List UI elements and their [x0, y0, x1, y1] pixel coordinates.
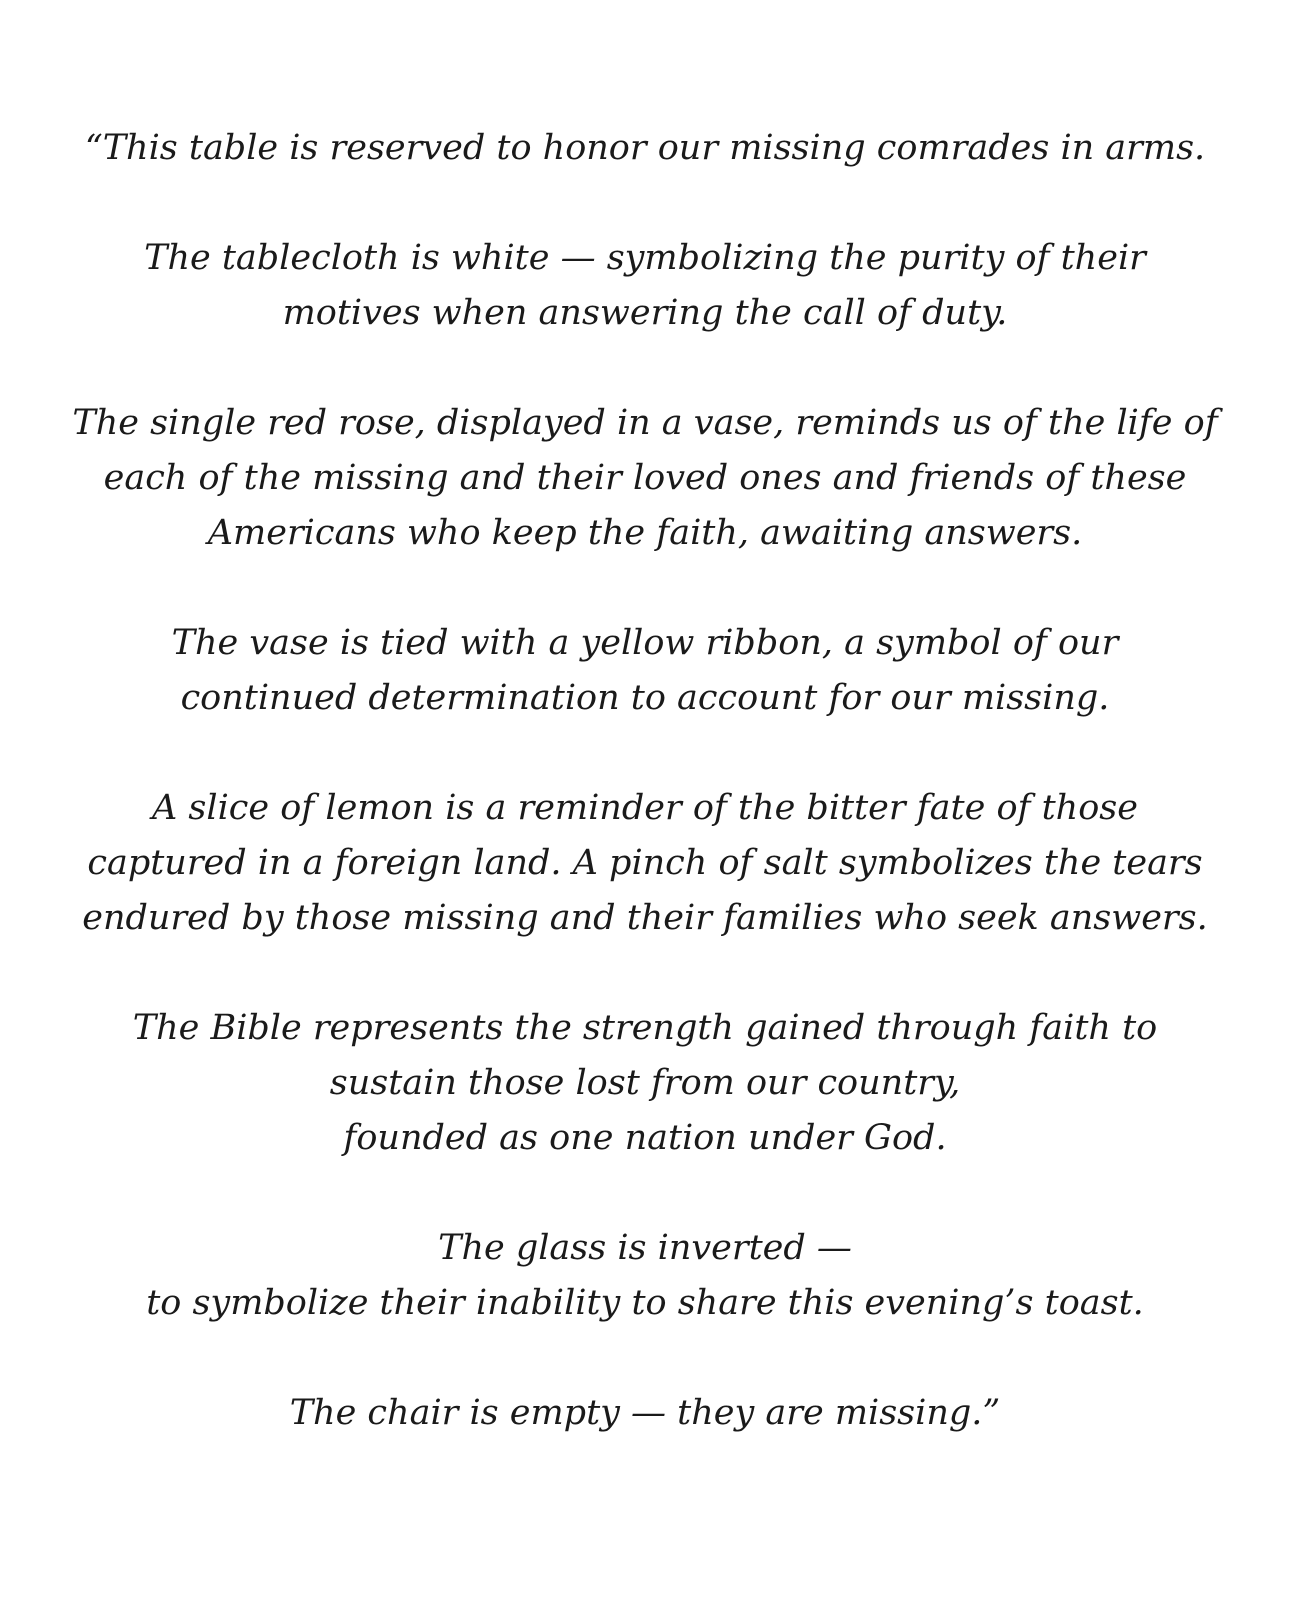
stanza-5-line-3: endured by those missing and their families who seek answers. [82, 898, 1208, 938]
stanza-3-line-3: Americans who keep the faith, awaiting answers. [207, 513, 1083, 553]
stanza-8-line-1: The chair is empty — they are missing.” [289, 1393, 1001, 1433]
stanza-5-line-2: captured in a foreign land. A pinch of salt symbolizes the tears [87, 843, 1203, 883]
stanza-3-line-2: each of the missing and their loved ones and friends of these [103, 458, 1187, 498]
stanza-3-line-1: The single red rose, displayed in a vase, reminds us of the life of [72, 403, 1218, 443]
stanza-6-line-3: founded as one nation under God. [343, 1118, 947, 1158]
stanza-7-line-1: The glass is inverted — [438, 1228, 852, 1268]
stanza-2-line-2: motives when answering the call of duty. [282, 293, 1008, 333]
stanza-6-line-2: sustain those lost from our country, [329, 1063, 961, 1103]
stanza-7-line-2: to symbolize their inability to share this evening’s toast. [146, 1283, 1144, 1323]
stanza-5-line-1: A slice of lemon is a reminder of the bitter fate of those [152, 788, 1138, 828]
stanza-6-line-1: The Bible represents the strength gained through faith to [132, 1008, 1158, 1048]
stanza-1-line-1: “This table is reserved to honor our missing comrades in arms. [84, 128, 1206, 168]
stanza-2-line-1: The tablecloth is white — symbolizing the purity of their [144, 238, 1146, 278]
stanza-4-line-2: continued determination to account for our missing. [180, 678, 1110, 718]
stanza-4-line-1: The vase is tied with a yellow ribbon, a symbol of our [171, 623, 1119, 663]
